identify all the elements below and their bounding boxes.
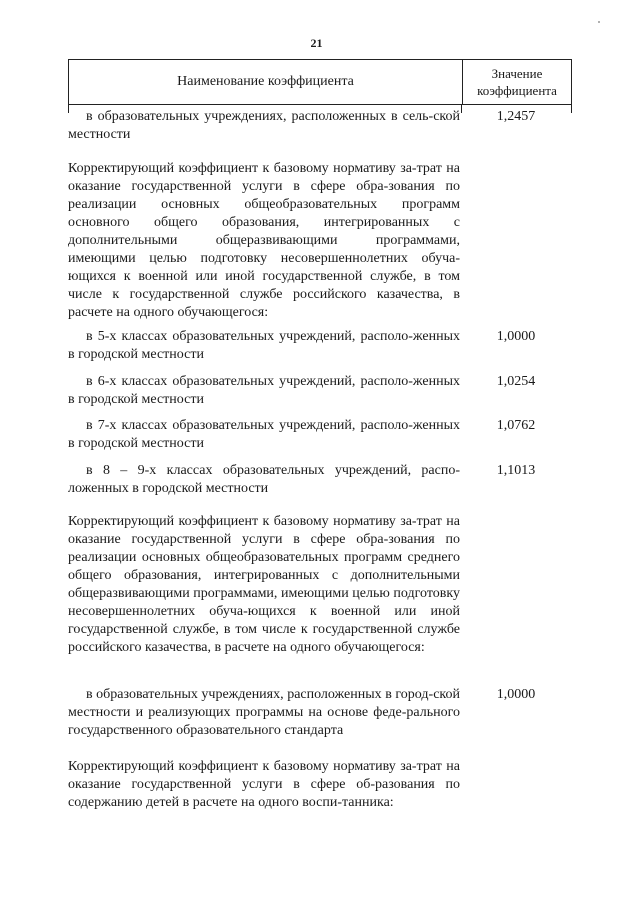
row-text: Корректирующий коэффициент к базовому нормативу за-трат на оказание государственной услуги в сфере обра-зования по реализации основных общеобразовательных программ основного общего образования, интегрированных с дополнительными общеразвивающими программами, имеющими целью подготовку несовершеннолетних обуча-ющихся к военной или иной государственной службе, в том числе к государственной службе российского казачества, в расчете на одного обучающегося: [68,161,460,320]
header-name: Наименование коэффициента [177,74,354,89]
row-text: Корректирующий коэффициент к базовому нормативу за-трат на оказание государственной услуги в сфере обра-зования по реализации основных общеобразовательных программ среднего общего образования, интегрированных с дополнительными общеразвивающими программами, имеющими целью подготовку несовершеннолетних обуча-ющихся к военной или иной государственной службе, в том числе к государственной службе российского казачества, в расчете на одного обучающегося: [68,514,460,655]
row-text: в образовательных учреждениях, расположенных в сель-ской местности [68,109,460,142]
row-text: Корректирующий коэффициент к базовому нормативу за-трат на оказание государственной услуги в сфере об-разования по содержанию детей в расчете на одного воспи-танника: [68,759,460,810]
row-value: 1,1013 [496,463,536,478]
row-text: в 5-х классах образовательных учреждений, располо-женных в городской местности [68,329,460,362]
header-value-line2: коэффициента [477,83,557,98]
header-value-line1: Значение [491,66,543,81]
row-value: 1,2457 [496,109,536,124]
row-text: в 6-х классах образовательных учреждений, располо-женных в городской местности [68,374,460,407]
table-border-mid [461,105,462,113]
row-value: 1,0000 [496,687,536,702]
row-text: в 8 – 9-х классах образовательных учреждений, распо-ложенных в городской местности [68,463,460,496]
header-value [463,60,571,104]
scan-speck [598,21,600,23]
row-text: в 7-х классах образовательных учреждений, располо-женных в городской местности [68,418,460,451]
row-value: 1,0254 [496,374,536,389]
row-value: 1,0762 [496,418,536,433]
row-value: 1,0000 [496,329,536,344]
table-header [68,59,572,105]
table-border-right [571,105,572,113]
row-text: в образовательных учреждениях, расположенных в город-ской местности и реализующих программы на основе феде-рального государственного образовательного стандарта [68,687,460,738]
page-number: 21 [310,36,323,50]
